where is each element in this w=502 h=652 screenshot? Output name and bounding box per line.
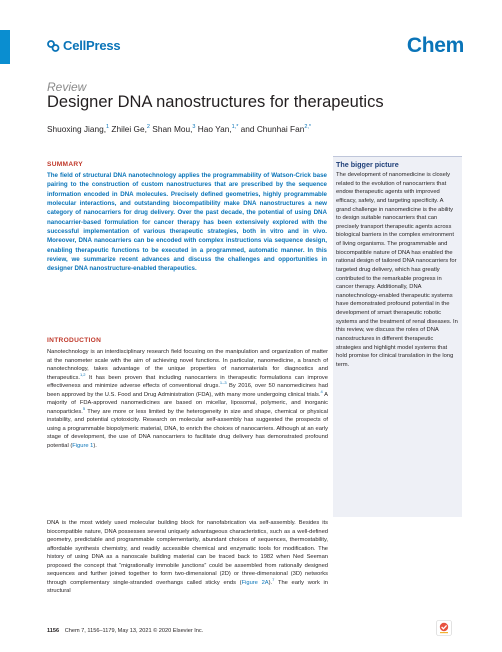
reference-marker[interactable]: 7 (272, 576, 275, 582)
journal-name[interactable]: Chem (406, 34, 464, 57)
bigger-picture-title: The bigger picture (336, 160, 399, 169)
author-list (47, 124, 311, 134)
author-affiliation-marker: 2,* (304, 124, 312, 131)
citation-line: Chem 7, 1156–1179, May 13, 2021 © 2020 Elsevier Inc. (64, 628, 204, 634)
author-name: Zhilei Ge, (109, 124, 147, 134)
author-affiliation-marker: 2 (146, 124, 150, 131)
figure-link[interactable]: Figure 1 (72, 443, 94, 450)
author-name: Hao Yan, (195, 124, 232, 134)
author-name: and Chunhai Fan (238, 124, 305, 134)
bigger-picture-text: The development of nanomedicine is closely related to the evolution of nanocarriers that endow therapeutic agents with improved efficacy, safety, and targeting specificity. A grand challenge in nanomedicine is the ability to design suitable nanocarriers that can precisely transport therapeutic agents across biological barriers in the complex environment of living organisms. The programmable and biocompatible nature of DNA has enabled the rational design of tailored DNA nanocarriers for targeted drug delivery, which has greatly contributed to the remarkable progress in cancer therapy. Additionally, DNA nanotechnology-enabled therapeutic systems have demonstrated profound potential in the development of smart therapeutic robotic systems and the treatment of renal diseases. In this review, we discuss the roles of DNA nanostructures in different therapeutic strategies and highlight model systems that hold promise for clinical translation in the long term. (336, 172, 458, 368)
author-name: Shan Mou, (149, 124, 193, 134)
reference-marker[interactable]: 1,2 (79, 371, 86, 377)
introduction-paragraph-1: Nanotechnology is an interdisciplinary research field focusing on the manipulation and organization of matter at the nanometer scale with the aim of achieving novel functions. In particular, nanomedicine, a branch of nanotechnology, takes advantage of the unique properties of nanomaterials for diagnostics and therapeutics.$^{1,2}$ It has been proven that including nanocarriers in therapeutic formulations can improve effectiveness and minimize adverse effects of conventional drugs.$^{1-3}$ By 2016, over 50 nanomedicines had been approved by the U.S. Food and Drug Administration (FDA), with many more undergoing clinical trials.$^4$ A majority of FDA-approved nanomedicines are based on micellar, liposomal, polymeric, and inorganic nanoparticles.$^5$ They are more or less limited by the heterogeneity in size and shape, chemical or physical instability, and potential cytotoxicity. Research on molecular self-assembly has suggested the prospects of using a programmable biopolymeric material, DNA, to enrich the choices of nanocarriers. Although at an early stage of development, the use of DNA nanocarriers to facilitate drug delivery has demonstrated profound potential (Figure 1). (47, 349, 328, 450)
figure-link[interactable]: A (264, 579, 269, 586)
cellpress-logo-icon (46, 39, 60, 53)
publisher-name: CellPress (63, 38, 121, 53)
author-affiliation-marker: 3 (192, 124, 196, 131)
summary-text: The field of structural DNA nanotechnology applies the programmability of Watson-Crick base pairing to the construction of custom nanostructures that are prescribed by the sequence information encoded in DNA molecules. Precisely defined geometries, highly programmable molecular interactions, and outstanding biocompatibility make DNA nanostructures a new category of nanocarriers for drug delivery. Over the past decade, the potential of using DNA nanocarrier-based formulation for cancer therapy has been extensively explored with the successful implementation of various therapeutic strategies, both in vitro and in vivo. Moreover, DNA nanocarriers can be encoded with complex instructions via sequence design, enabling therapeutic functions to be executed in a programmed, automatic manner. In this review, we summarize recent advances and discuss the challenges and opportunities in designer DNA nanostructure-enabled therapeutics. (47, 172, 327, 273)
reference-marker[interactable]: 5 (82, 405, 86, 411)
reference-marker[interactable]: 1–3 (219, 380, 227, 386)
reference-marker[interactable]: 4 (320, 388, 323, 394)
figure-link[interactable]: Figure 2 (241, 579, 265, 586)
introduction-paragraph-2: DNA is the most widely used molecular building block for nanofabrication via self-assembly. Besides its biocompatible nature, DNA possesses several uniquely advantageous characteristics, such as a well-defined geometry, predictable and programmable complementarity, abundant choices of sequences, thermostability, affordable synthesis chemistry, and readily accessible chemical and enzymatic tools for modification. The history of using DNA as a nanoscale building material can be traced back to 1982 when Ned Seeman proposed the concept that “migrationally immobile junctions” could be assembled from rationally designed sequences and further joined together to form two-dimensional (2D) or three-dimensional (3D) networks through complementary single-stranded overhangs called sticky ends (Figure 2A).$^7$ The early work in structural (47, 520, 328, 595)
author-affiliation-marker: 1,* (231, 124, 239, 131)
page-number: 1156 (47, 628, 60, 634)
article-title: Designer DNA nanostructures for therapeutics (47, 93, 384, 111)
edge-color-bar (0, 30, 10, 64)
summary-heading: SUMMARY (47, 161, 83, 168)
check-for-updates-icon[interactable] (436, 620, 452, 636)
author-name: Shuoxing Jiang, (47, 124, 107, 134)
cellpress-logo[interactable] (46, 38, 120, 53)
page-footer (47, 628, 203, 634)
article-type: Review (47, 80, 87, 94)
author-affiliation-marker: 1 (106, 124, 110, 131)
introduction-heading: INTRODUCTION (47, 337, 102, 344)
